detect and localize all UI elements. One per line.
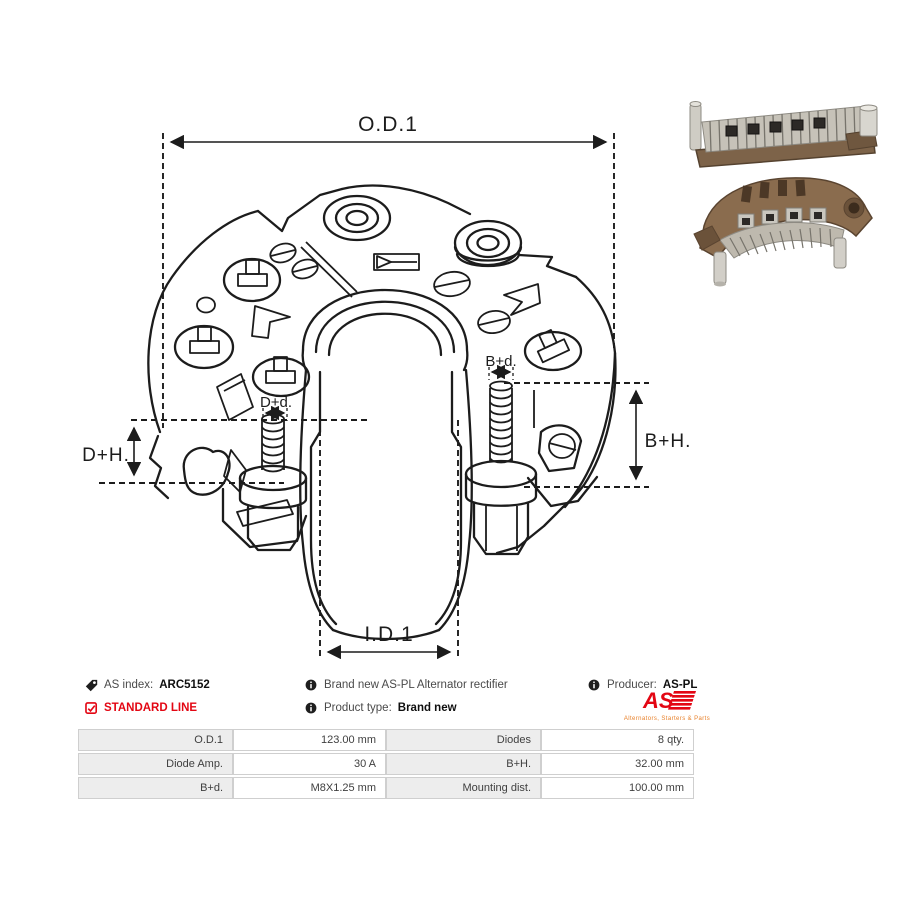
spec-value-cell: M8X1.25 mm [233,777,386,799]
spec-label-cell: Diode Amp. [78,753,233,775]
product-photo-angled [694,178,872,287]
standard-line-row [85,700,197,716]
product-type-value: Brand new [397,702,457,714]
table-row [78,729,694,751]
dim-label-bd: B+d. [485,353,517,370]
spec-value-cell: 123.00 mm [233,729,386,751]
info-icon [305,702,318,715]
producer-label: Producer: [607,679,657,691]
slot-left [217,374,253,420]
spec-label-cell: O.D.1 [78,729,233,751]
slot-top [374,254,419,270]
table-row [78,777,694,799]
mount-hole-right [455,221,521,266]
spec-label-cell: Mounting dist. [386,777,541,799]
rectifier-line-art [148,186,615,639]
as-index-label: AS index: [104,679,154,691]
arrow-mark-left [252,306,290,338]
checkbox-checked-icon [85,702,98,715]
standard-line-label: STANDARD LINE [104,702,198,714]
dimension-lines [82,113,691,660]
producer-value: AS-PL [662,679,698,691]
mount-hole-left [324,196,390,240]
spec-label-cell: B+H. [386,753,541,775]
spec-value-cell: 100.00 mm [541,777,694,799]
diode-pads [175,259,581,396]
dim-label-id1: I.D.1 [364,623,414,646]
spec-value-cell: 8 qty. [541,729,694,751]
spec-value-cell: 32.00 mm [541,753,694,775]
spec-table [78,727,694,801]
as-index-row [85,677,210,693]
as-logo-text: AS [643,688,674,712]
dim-label-od1: O.D.1 [358,113,418,136]
description-text: Brand new AS-PL Alternator rectifier [324,679,508,691]
info-icon [588,679,601,692]
spec-value-cell: 30 A [233,753,386,775]
product-photos [672,78,892,288]
dim-label-dd: D+d. [259,394,293,411]
product-photo-side [690,102,877,168]
dim-label-bh: B+H. [644,431,692,452]
spec-label-cell: Diodes [386,729,541,751]
center-channel [300,370,472,639]
tag-icon [85,679,98,692]
description-row [305,677,508,693]
as-index-value: ARC5152 [159,679,210,691]
center-arch [303,290,468,370]
table-row [78,753,694,775]
as-pl-logo [612,688,722,722]
spec-label-cell: B+d. [78,777,233,799]
dim-label-dh: D+H. [82,445,130,466]
product-type-label: Product type: [324,702,392,714]
as-pl-logo-mark [635,688,699,712]
as-logo-tagline: Alternators, Starters & Parts [623,716,711,722]
product-type-row [305,700,457,716]
arrow-mark-right [504,284,540,315]
stud-right [466,382,536,555]
info-icon [305,679,318,692]
